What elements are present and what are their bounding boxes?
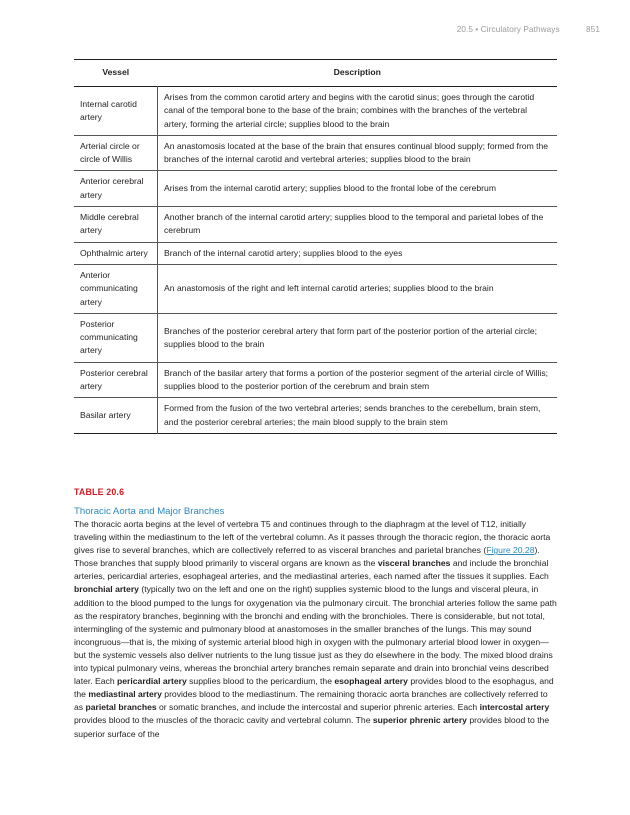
text-run: ). Those branches that supply blood primarily to visceral organs are known as the (74, 545, 540, 569)
table-row (74, 398, 557, 434)
page-number: 851 (586, 25, 600, 34)
text-run: provides blood to the superior surface of the (74, 715, 550, 739)
table-row (74, 313, 557, 362)
table-row (74, 362, 557, 398)
key-term: intercostal artery (479, 702, 550, 713)
text-run: provides blood to the muscles of the thoracic cavity and vertebral column. The (74, 715, 373, 726)
table-row (74, 135, 557, 171)
body-paragraph (74, 518, 558, 741)
column-header-vessel: Vessel (102, 67, 130, 78)
description-cell: An anastomosis of the right and left internal carotid arteries; supplies blood to the brain (164, 283, 494, 294)
text-run: provides blood to the mediastinum. The remaining thoracic aorta branches are collectively referred to as (74, 689, 548, 713)
text-run: or somatic branches, and include the intercostal and superior phrenic arteries. Each (156, 702, 480, 713)
description-cell: Formed from the fusion of the two vertebral arteries; sends branches to the cerebellum, brain stem, and the posterior cerebral arteries; the main blood supply to the brain stem (164, 403, 541, 427)
description-cell: An anastomosis located at the base of the brain that ensures continual blood supply; formed from the branches of the internal carotid and vertebral arteries; supplies blood to the brain (164, 140, 549, 165)
description-cell: Branches of the posterior cerebral artery that form part of the posterior portion of the arterial circle; supplies blood to the brain (164, 325, 538, 349)
text-run: (typically two on the left and one on the right) supplies systemic blood to the lungs and visceral pleura, in addition to the blood pumped to the lungs for oxygenation via the pulmonary circuit. The bronchial arteries follow the same path as the respiratory branches, beginning with the bronchi and ending with the bronchioles. There is considerable, but not total, intermingling of the systemic and pulmonary blood at anastomoses in the smaller branches of the lungs. This may sound incongruous—that is, the mixing of systemic arterial blood high in oxygen with the pulmonary arterial blood lower in oxygen—but the systemic vessels also deliver nutrients to the lung tissue just as they do elsewhere in the body. The mixed blood drains into typical pulmonary veins, whereas the bronchial artery branches remain separate and drain into bronchial veins described later. Each (74, 584, 557, 687)
vessel-name-cell: Anterior cerebral artery (74, 171, 158, 207)
vessel-name-cell: Posterior communicating artery (74, 313, 158, 362)
table-row (74, 264, 557, 313)
text-run: The thoracic aorta begins at the level of vertebra T5 and continues through to the diaphragm at the level of T12, initially traveling within the mediastinum to the left of the vertebral column. As it passes through the thoracic region, the thoracic aorta gives rise to several branches, which are collectively referred to as visceral branches and parietal branches ( (74, 519, 551, 556)
table-row (74, 207, 557, 243)
vessel-name-cell: Middle cerebral artery (74, 207, 158, 243)
key-term: parietal branches (85, 702, 157, 713)
table-caption: TABLE 20.6 (74, 487, 125, 497)
column-header-description: Description (333, 67, 381, 78)
description-cell: Branch of the basilar artery that forms a portion of the posterior segment of the arterial circle of Willis; supplies blood to the posterior portion of the cerebrum and brain stem (164, 367, 549, 392)
vessel-name-cell: Internal carotid artery (74, 87, 158, 136)
section-heading: Thoracic Aorta and Major Branches (74, 506, 225, 517)
description-cell: Arises from the internal carotid artery; supplies blood to the frontal lobe of the cerebrum (164, 183, 496, 194)
key-term: mediastinal artery (88, 689, 162, 700)
description-cell: Another branch of the internal carotid artery; supplies blood to the temporal and parietal lobes of the cerebrum (164, 212, 544, 236)
text-run: supplies blood to the pericardium, the (186, 676, 335, 687)
table-row (74, 87, 557, 136)
table-row (74, 242, 557, 264)
key-term: pericardial artery (117, 676, 187, 687)
table-header-row (74, 60, 557, 87)
table-body (74, 87, 557, 434)
text-run: provides blood to the esophagus, and the (74, 676, 554, 700)
description-cell: Branch of the internal carotid artery; supplies blood to the eyes (164, 247, 403, 258)
body-text (74, 518, 558, 741)
vessel-name-cell: Arterial circle or circle of Willis (74, 135, 158, 171)
vessel-name-cell: Anterior communicating artery (74, 264, 158, 313)
section-title: 20.5 • Circulatory Pathways (456, 25, 560, 34)
key-term: visceral branches (377, 558, 451, 569)
running-head (457, 25, 600, 34)
key-term: bronchial artery (74, 584, 139, 595)
figure-link[interactable]: Figure 20.28 (486, 545, 535, 556)
vessel-name-cell: Basilar artery (74, 398, 158, 434)
vessel-name-cell: Ophthalmic artery (74, 242, 158, 264)
vessel-table (74, 59, 557, 434)
vessel-name-cell: Posterior cerebral artery (74, 362, 158, 398)
key-term: esophageal artery (334, 676, 408, 687)
key-term: superior phrenic artery (372, 715, 467, 726)
description-cell: Arises from the common carotid artery and begins with the carotid sinus; goes through the carotid canal of the temporal bone to the base of the brain; combines with the branches of the vertebral artery, forming the arterial circle; supplies blood to the brain (164, 92, 535, 129)
text-run: and include the bronchial arteries, pericardial arteries, esophageal arteries, and the mediastinal arteries, each named after the tissues it supplies. Each (74, 558, 549, 582)
table-row (74, 171, 557, 207)
